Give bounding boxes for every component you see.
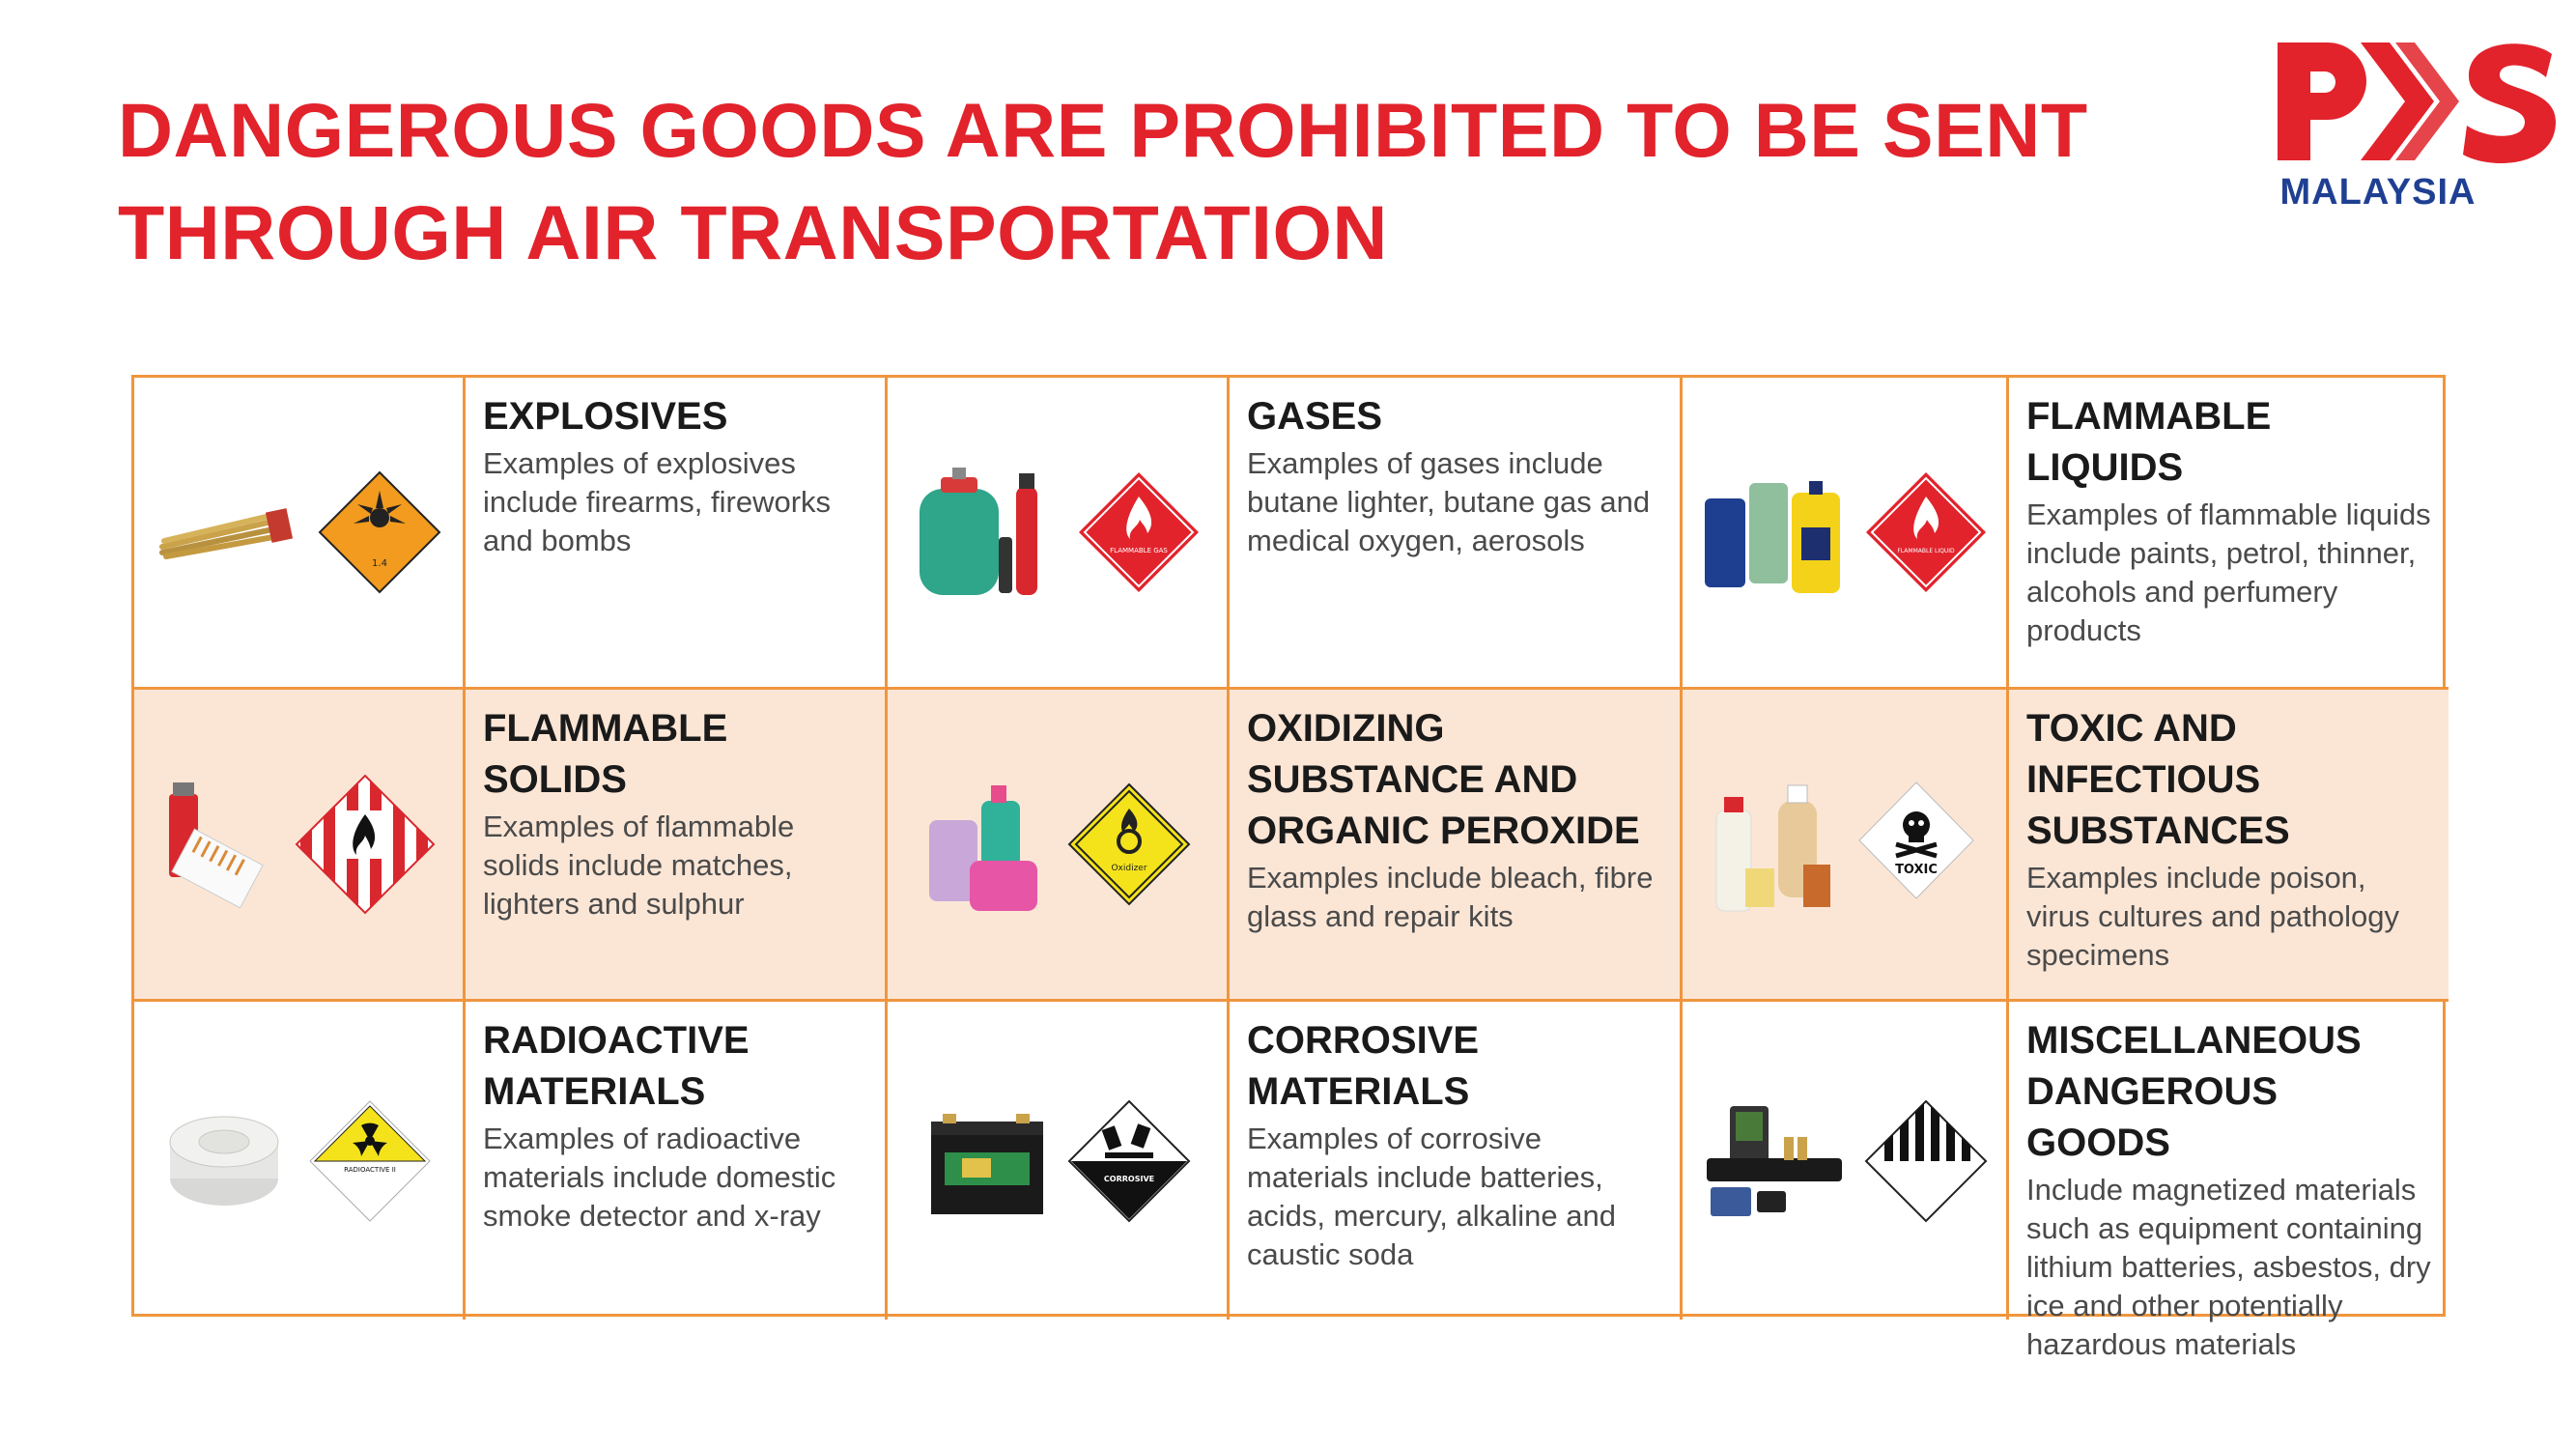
explosives-text: [466, 378, 888, 690]
svg-text:1.4: 1.4: [372, 558, 387, 569]
oxidizing-text: [1230, 690, 1683, 1002]
category-description: Examples of gases include butane lighter, butane gas and medical oxygen, aerosols: [1247, 446, 1651, 557]
category-description: Examples include bleach, fibre glass and repair kits: [1247, 861, 1654, 933]
pos-malaysia-logo: [2272, 33, 2562, 216]
category-description: Examples of explosives include firearms, fireworks and bombs: [483, 446, 832, 557]
category-title: FLAMMABLE SOLIDS: [483, 707, 728, 801]
gas-cylinder-icon: [914, 460, 1059, 605]
miscellaneous-placard-icon: [1863, 1098, 1989, 1224]
gases-text: [1230, 378, 1683, 690]
smoke-detector-icon: [164, 1103, 290, 1219]
category-title: TOXIC AND INFECTIOUS SUBSTANCES: [2026, 707, 2290, 852]
category-title: GASES: [1247, 395, 1383, 438]
lighter-matches-icon: [159, 777, 275, 912]
svg-text:Oxidizer: Oxidizer: [1110, 864, 1147, 873]
radioactive-placard-icon: [307, 1098, 433, 1224]
svg-text:RADIOACTIVE II: RADIOACTIVE II: [344, 1165, 396, 1174]
page-title-line-1: DANGEROUS GOODS ARE PROHIBITED TO BE SENT: [118, 87, 2088, 173]
lithium-devices-icon: [1701, 1098, 1846, 1224]
category-title: FLAMMABLE LIQUIDS: [2026, 395, 2272, 489]
category-description: Examples of flammable solids include matches, lighters and sulphur: [483, 810, 795, 921]
category-description: Examples of flammable liquids include paints, petrol, thinner, alcohols and perfumery products: [2026, 497, 2431, 647]
pos-logo-mark-icon: [2272, 33, 2562, 168]
corrosive-image: [888, 1002, 1230, 1320]
category-description: Examples include poison, virus cultures and pathology specimens: [2026, 861, 2400, 972]
category-title: EXPLOSIVES: [483, 395, 728, 438]
category-title: MISCELLANEOUS DANGEROUS GOODS: [2026, 1019, 2362, 1164]
category-title: RADIOACTIVE MATERIALS: [483, 1019, 750, 1113]
firecracker-sticks-icon: [155, 498, 299, 566]
miscellaneous-text: [2009, 1002, 2449, 1361]
svg-text:FLAMMABLE LIQUID: FLAMMABLE LIQUID: [1896, 548, 1955, 554]
category-title: OXIDIZING SUBSTANCE AND ORGANIC PEROXIDE: [1247, 707, 1640, 852]
toxic-text: [2009, 690, 2449, 1002]
car-battery-icon: [923, 1098, 1049, 1224]
toxic-placard-icon: [1854, 777, 1979, 912]
flammable-liquids-text: [2009, 378, 2449, 690]
svg-text:FLAMMABLE GAS: FLAMMABLE GAS: [1109, 547, 1168, 554]
corrosive-text: [1230, 1002, 1683, 1320]
miscellaneous-image: [1683, 1002, 2009, 1320]
gases-image: [888, 378, 1230, 690]
explosives-image: [134, 378, 466, 690]
flammable-solids-image: [134, 690, 466, 1002]
radioactive-text: [466, 1002, 888, 1320]
flammable-liquid-placard-icon: [1863, 469, 1989, 595]
page-title-line-2: THROUGH AIR TRANSPORTATION: [118, 189, 1388, 275]
category-description: Examples of corrosive materials include batteries, acids, mercury, alkaline and caustic soda: [1247, 1122, 1616, 1271]
flammable-liquids-image: [1683, 378, 2009, 690]
toxic-image: [1683, 690, 2009, 1002]
flammable-solid-placard-icon: [293, 772, 438, 917]
svg-text:TOXIC: TOXIC: [1894, 863, 1938, 877]
paint-cans-icon: [1701, 460, 1846, 605]
corrosive-placard-icon: [1066, 1098, 1192, 1224]
category-title: CORROSIVE MATERIALS: [1247, 1019, 1480, 1113]
explosive-placard-icon: [317, 469, 442, 595]
logo-subtitle: MALAYSIA: [2279, 172, 2477, 213]
dangerous-goods-table: [131, 375, 2446, 1361]
svg-text:CORROSIVE: CORROSIVE: [1103, 1174, 1154, 1183]
oxidizing-image: [888, 690, 1230, 1002]
flammable-solids-text: [466, 690, 888, 1002]
radioactive-image: [134, 1002, 466, 1320]
flammable-gas-placard-icon: [1076, 469, 1202, 595]
oxidizer-placard-icon: [1066, 781, 1192, 907]
category-description: Examples of radioactive materials include domestic smoke detector and x-ray: [483, 1122, 836, 1233]
bleach-bottles-icon: [923, 772, 1049, 917]
category-description: Include magnetized materials such as equipment containing lithium batteries, asbestos, dry ice and other potentially hazardous materials: [2026, 1173, 2431, 1361]
page-title: [118, 79, 2088, 284]
poison-bottles-icon: [1711, 772, 1836, 917]
